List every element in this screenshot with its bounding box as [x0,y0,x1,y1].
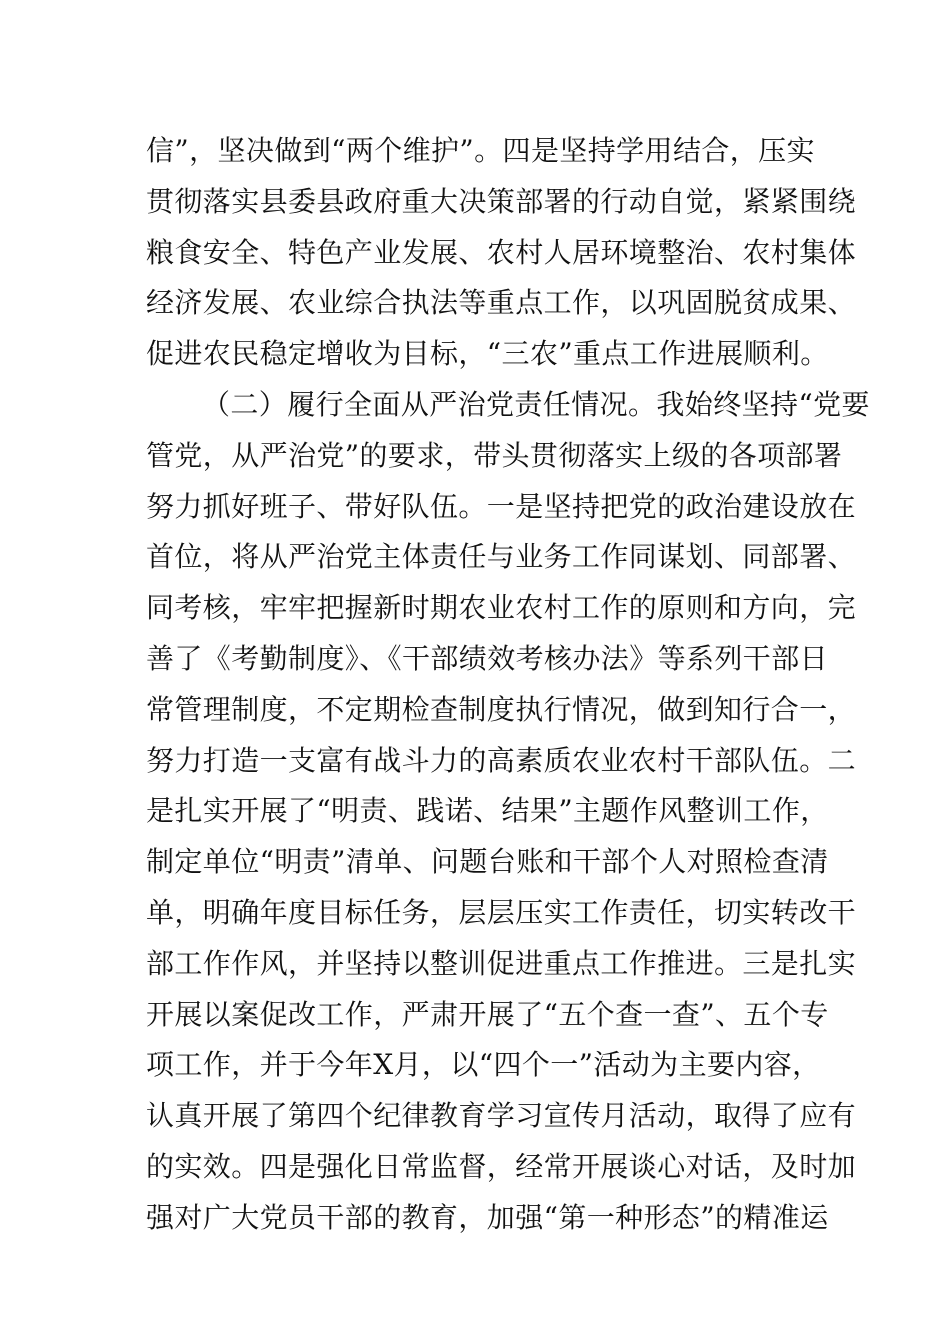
text-line: 同考核，牢牢把握新时期农业农村工作的原则和方向，完 [146,591,857,625]
text-line: 制定单位“明责”清单、问题台账和干部个人对照检查清 [146,845,829,879]
body-text [146,126,870,1244]
text-line: 促进农民稳定增收为目标，“三农”重点工作进展顺利。 [146,337,829,371]
text-line: 部工作作风，并坚持以整训促进重点工作推进。三是扎实 [146,946,857,980]
section-heading-line: （二）履行全面从严治党责任情况。我始终坚持“党要 [202,387,870,421]
text-line: 粮食安全、特色产业发展、农村人居环境整治、农村集体 [146,235,857,269]
text-line: 首位，将从严治党主体责任与业务工作同谋划、同部署、 [146,540,857,574]
text-line: 经济发展、农业综合执法等重点工作，以巩固脱贫成果、 [146,286,857,320]
text-line: 是扎实开展了“明责、践诺、结果”主题作风整训工作， [146,794,829,828]
text-line: 贯彻落实县委县政府重大决策部署的行动自觉，紧紧围绕 [146,184,857,218]
text-line: 项工作，并于今年X月，以“四个一”活动为主要内容， [146,1048,821,1082]
text-line: 善了《考勤制度》、《干部绩效考核办法》等系列干部日 [146,641,829,675]
text-line: 信”，坚决做到“两个维护”。四是坚持学用结合，压实 [146,134,815,167]
text-line: 管党，从严治党”的要求，带头贯彻落实上级的各项部署 [146,438,843,472]
text-line: 单，明确年度目标任务，层层压实工作责任，切实转改干 [146,895,857,929]
text-line: 认真开展了第四个纪律教育学习宣传月活动，取得了应有 [146,1099,857,1133]
text-line: 常管理制度，不定期检查制度执行情况，做到知行合一， [146,692,857,726]
text-line: 的实效。四是强化日常监督，经常开展谈心对话，及时加 [146,1149,857,1183]
text-line: 开展以案促改工作，严肃开展了“五个查一查”、五个专 [146,997,829,1031]
text-line: 努力抓好班子、带好队伍。一是坚持把党的政治建设放在 [146,489,857,523]
text-line: 努力打造一支富有战斗力的高素质农业农村干部队伍。二 [146,743,857,777]
text-line: 强对广大党员干部的教育，加强“第一种形态”的精准运 [146,1200,829,1234]
